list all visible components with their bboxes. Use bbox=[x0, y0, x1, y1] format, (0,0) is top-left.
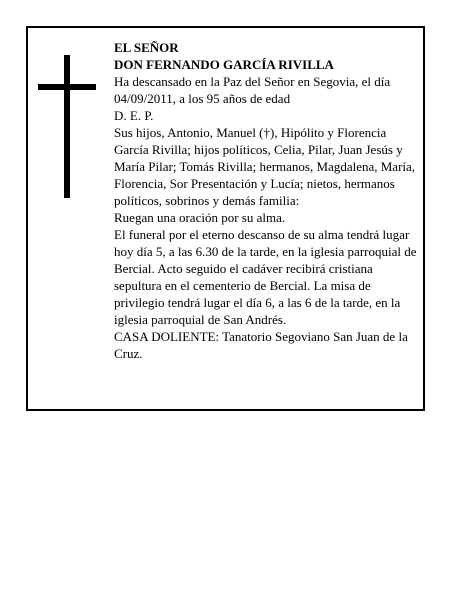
death-info: Ha descansado en la Paz del Señor en Segovia, el día 04/09/2011, a los 95 años de edad bbox=[114, 74, 391, 106]
obituary-text bbox=[114, 39, 420, 362]
rip-line: D. E. P. bbox=[114, 108, 154, 123]
cross-icon-horizontal-bar bbox=[38, 84, 96, 90]
family-list: Sus hijos, Antonio, Manuel (†), Hipólito y Florencia García Rivilla; hijos políticos, Celia, Pilar, Juan Jesús y María Pilar; Tomás Rivilla; hermanos, Magdalena, María, Florencia, Sor Presentación y Lucía; nietos, hermanos políticos, sobrinos y demás familia: bbox=[114, 125, 416, 208]
title-line-1: EL SEÑOR bbox=[114, 40, 179, 55]
prayer-request: Ruegan una oración por su alma. bbox=[114, 210, 286, 225]
funeral-details: El funeral por el eterno descanso de su alma tendrá lugar hoy día 5, a las 6.30 de la tarde, en la iglesia parroquial de Bercial. Acto seguido el cadáver recibirá cristiana sepultura en el cementerio de Bercial. La misa de privilegio tendrá lugar el día 6, a las 6 de la tarde, en la iglesia parroquial de San Andrés. bbox=[114, 227, 417, 327]
title-line-2: DON FERNANDO GARCÍA RIVILLA bbox=[114, 57, 334, 72]
mourning-house: CASA DOLIENTE: Tanatorio Segoviano San Juan de la Cruz. bbox=[114, 329, 408, 361]
cross-icon-vertical-bar bbox=[64, 55, 70, 198]
